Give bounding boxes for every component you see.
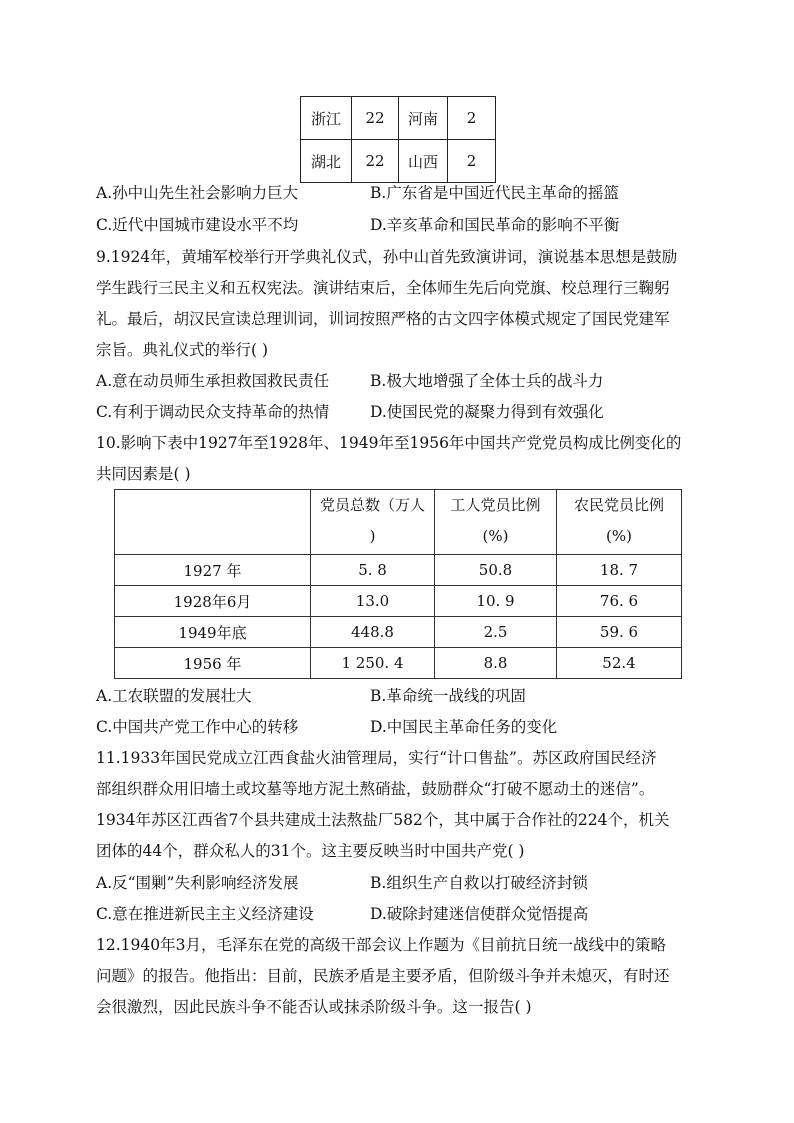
q10-stem-line: 共同因素是( ) bbox=[96, 465, 191, 483]
q11-stem-line: 团体的44个，群众私人的31个。这主要反映当时中国共产党( ) bbox=[96, 842, 525, 860]
q11-option-b: B.组织生产自救以打破经济封锁 bbox=[370, 874, 588, 892]
table-cell: 2.5 bbox=[435, 617, 557, 648]
table-cell: 76. 6 bbox=[557, 586, 682, 617]
q10-stem-line: 10.影响下表中1927年至1928年、1949年至1956年中国共产党党员构成比例变化的 bbox=[96, 434, 682, 452]
table-cell: 59. 6 bbox=[557, 617, 682, 648]
table-cell: 1928年6月 bbox=[115, 586, 311, 617]
table-cell: 1 250. 4 bbox=[311, 648, 435, 679]
q9-stem-line: 礼。最后，胡汉民宣读总理训词，训词按照严格的古文四字体模式规定了国民党建军 bbox=[96, 310, 670, 328]
table-row bbox=[115, 617, 682, 648]
q10-option-d: D.中国民主革命任务的变化 bbox=[370, 718, 558, 736]
table-cell: 1956 年 bbox=[115, 648, 311, 679]
table-cell: 8.8 bbox=[435, 648, 557, 679]
table-row bbox=[115, 555, 682, 586]
q9-stem-line: 学生践行三民主义和五权宪法。演讲结束后，全体师生先后向党旗、校总理行三鞠躬 bbox=[96, 279, 670, 297]
table-cell: 山西 bbox=[399, 140, 448, 183]
q9-option-a: A.意在动员师生承担救国救民责任 bbox=[96, 372, 330, 390]
q11-option-a: A.反“围剿”失利影响经济发展 bbox=[96, 874, 299, 892]
q10-option-b: B.革命统一战线的巩固 bbox=[370, 687, 526, 705]
q11-stem-line: 1934年苏区江西省7个县共建成土法熬盐厂582个，其中属于合作社的224个，机关 bbox=[96, 811, 670, 829]
table-row bbox=[115, 586, 682, 617]
table-cell: 5. 8 bbox=[311, 555, 435, 586]
table-row bbox=[115, 648, 682, 679]
table-header-cell: 工人党员比例 (%) bbox=[435, 490, 557, 555]
table-header-row bbox=[115, 490, 682, 555]
table-cell: 2 bbox=[448, 97, 496, 140]
table-header-cell: 农民党员比例 (%) bbox=[557, 490, 682, 555]
q11-stem-line: 11.1933年国民党成立江西食盐火油管理局，实行“计口售盐”。苏区政府国民经济 bbox=[96, 749, 657, 767]
q12-stem-line: 12.1940年3月，毛泽东在党的高级干部会议上作题为《目前抗日统一战线中的策略 bbox=[96, 936, 666, 954]
party-membership-table bbox=[114, 489, 682, 679]
table-cell: 湖北 bbox=[301, 140, 352, 183]
q8-option-d: D.辛亥革命和国民革命的影响不平衡 bbox=[370, 216, 620, 234]
table-row bbox=[301, 140, 496, 183]
table-cell: 河南 bbox=[399, 97, 448, 140]
table-cell: 13.0 bbox=[311, 586, 435, 617]
table-cell: 1927 年 bbox=[115, 555, 311, 586]
table-cell: 448.8 bbox=[311, 617, 435, 648]
table-cell: 2 bbox=[448, 140, 496, 183]
table-cell: 10. 9 bbox=[435, 586, 557, 617]
table-header-cell bbox=[115, 490, 311, 555]
table-cell: 浙江 bbox=[301, 97, 352, 140]
q12-stem-line: 问题》的报告。他指出：目前，民族矛盾是主要矛盾，但阶级斗争并未熄灭，有时还 bbox=[96, 967, 670, 985]
q8-option-a: A.孙中山先生社会影响力巨大 bbox=[96, 184, 299, 202]
q8-option-b: B.广东省是中国近代民主革命的摇篮 bbox=[370, 184, 619, 202]
q11-stem-line: 部组织群众用旧墙土或坟墓等地方泥土熬硝盐，鼓励群众“打破不愿动土的迷信”。 bbox=[96, 780, 655, 798]
table-cell: 22 bbox=[352, 140, 399, 183]
q8-option-c: C.近代中国城市建设水平不均 bbox=[96, 216, 299, 234]
q10-option-c: C.中国共产党工作中心的转移 bbox=[96, 718, 299, 736]
q9-option-b: B.极大地增强了全体士兵的战斗力 bbox=[370, 372, 604, 390]
q12-stem-line: 会很激烈，因此民族斗争不能否认或抹杀阶级斗争。这一报告( ) bbox=[96, 998, 532, 1016]
q11-option-d: D.破除封建迷信使群众觉悟提高 bbox=[370, 905, 589, 923]
q9-stem-line: 宗旨。典礼仪式的举行( ) bbox=[96, 341, 269, 359]
table-header-cell: 党员总数（万人 ) bbox=[311, 490, 435, 555]
province-table bbox=[300, 96, 496, 183]
table-cell: 1949年底 bbox=[115, 617, 311, 648]
q9-stem-line: 9.1924年，黄埔军校举行开学典礼仪式，孙中山首先致演讲词，演说基本思想是鼓励 bbox=[96, 248, 678, 266]
q11-option-c: C.意在推进新民主主义经济建设 bbox=[96, 905, 314, 923]
table-cell: 18. 7 bbox=[557, 555, 682, 586]
table-row bbox=[301, 97, 496, 140]
table-cell: 50.8 bbox=[435, 555, 557, 586]
table-cell: 52.4 bbox=[557, 648, 682, 679]
table-cell: 22 bbox=[352, 97, 399, 140]
q9-option-c: C.有利于调动民众支持革命的热情 bbox=[96, 403, 330, 421]
q10-option-a: A.工农联盟的发展壮大 bbox=[96, 687, 252, 705]
q9-option-d: D.使国民党的凝聚力得到有效强化 bbox=[370, 403, 604, 421]
